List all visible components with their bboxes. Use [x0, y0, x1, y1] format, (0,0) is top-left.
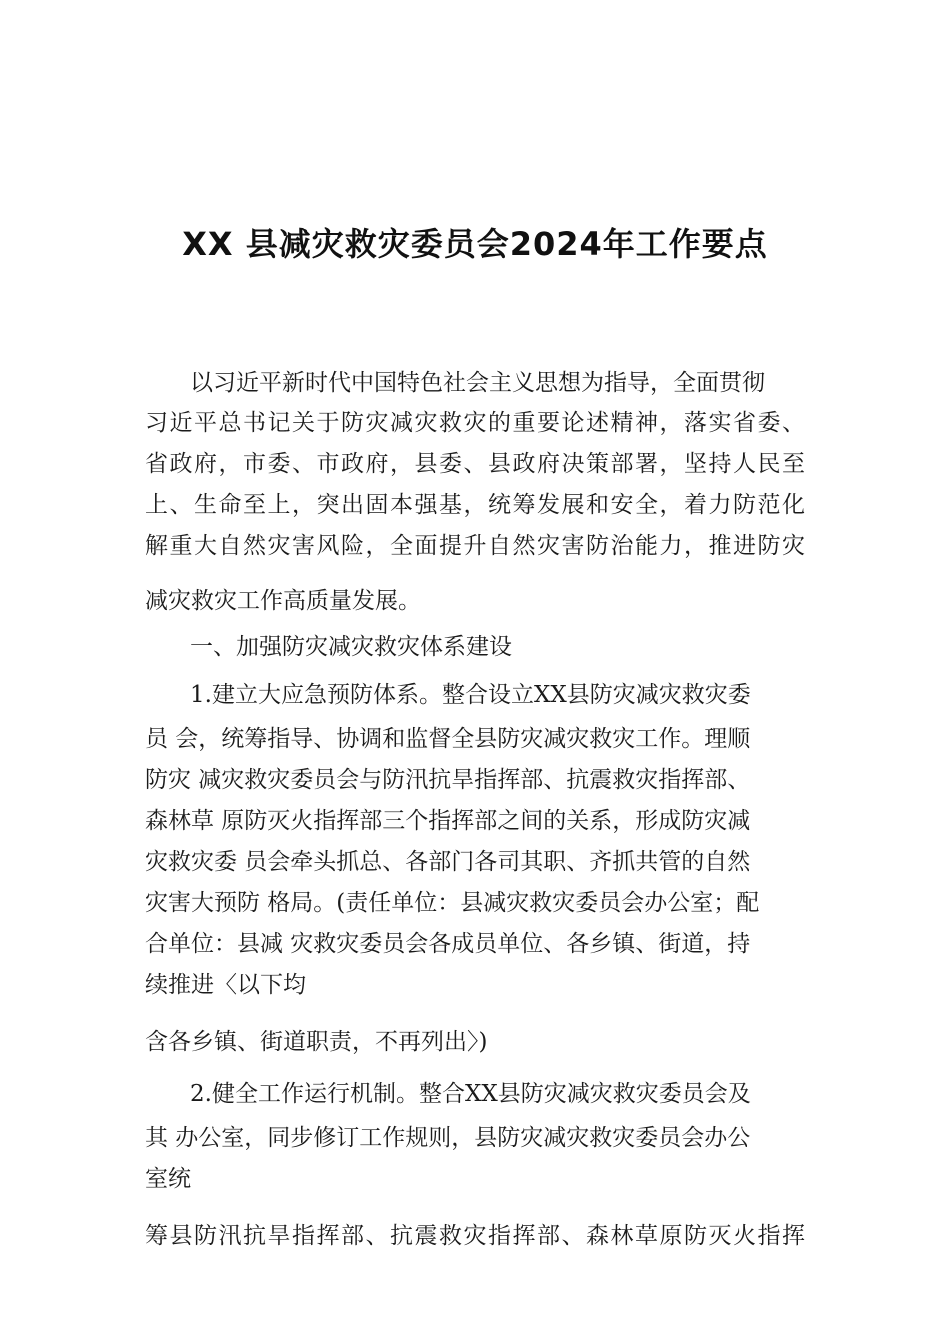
intro-line-4: 上、生命至上，突出固本强基，统筹发展和安全，着力防范化 — [145, 492, 805, 518]
item2-line-1: 2.健全工作运行机制。整合XX县防灾减灾救灾委员会及 — [190, 1081, 751, 1107]
intro-line-3: 省政府，市委、市政府，县委、县政府决策部署，坚持人民至 — [145, 451, 805, 477]
item1-line-6: 灾害大预防 格局。(责任单位：县减灾救灾委员会办公室；配 — [145, 890, 760, 916]
item1-line-5: 灾救灾委 员会牵头抓总、各部门各司其职、齐抓共管的自然 — [145, 849, 751, 875]
item1-line-1: 1.建立大应急预防体系。整合设立XX县防灾减灾救灾委 — [190, 682, 751, 708]
intro-line-1: 以习近平新时代中国特色社会主义思想为指导，全面贯彻 — [190, 370, 765, 396]
item2-line-3: 室统 — [145, 1166, 191, 1192]
item1-line-8: 续推进〈以下均 — [145, 972, 306, 998]
intro-line-6: 减灾救灾工作高质量发展。 — [145, 588, 421, 614]
item1-line-9: 含各乡镇、街道职责，不再列出〉) — [145, 1029, 488, 1055]
item1-line-2: 员 会，统筹指导、协调和监督全县防灾减灾救灾工作。理顺 — [145, 726, 751, 752]
item2-line-2: 其 办公室，同步修订工作规则，县防灾减灾救灾委员会办公 — [145, 1125, 751, 1151]
section-heading-1: 一、加强防灾减灾救灾体系建设 — [190, 634, 512, 660]
intro-line-5: 解重大自然灾害风险，全面提升自然灾害防治能力，推进防灾 — [145, 533, 805, 559]
document-title: XX 县减灾救灾委员会2024年工作要点 — [182, 225, 768, 263]
item1-line-7: 合单位：县减 灾救灾委员会各成员单位、各乡镇、街道，持 — [145, 931, 751, 957]
item2-line-4: 筹县防汛抗旱指挥部、抗震救灾指挥部、森林草原防灭火指挥 — [145, 1223, 805, 1249]
item1-line-3: 防灾 减灾救灾委员会与防汛抗旱指挥部、抗震救灾指挥部、 — [145, 767, 751, 793]
intro-line-2: 习近平总书记关于防灾减灾救灾的重要论述精神，落实省委、 — [145, 410, 805, 436]
item1-line-4: 森林草 原防灭火指挥部三个指挥部之间的关系，形成防灾减 — [145, 808, 751, 834]
